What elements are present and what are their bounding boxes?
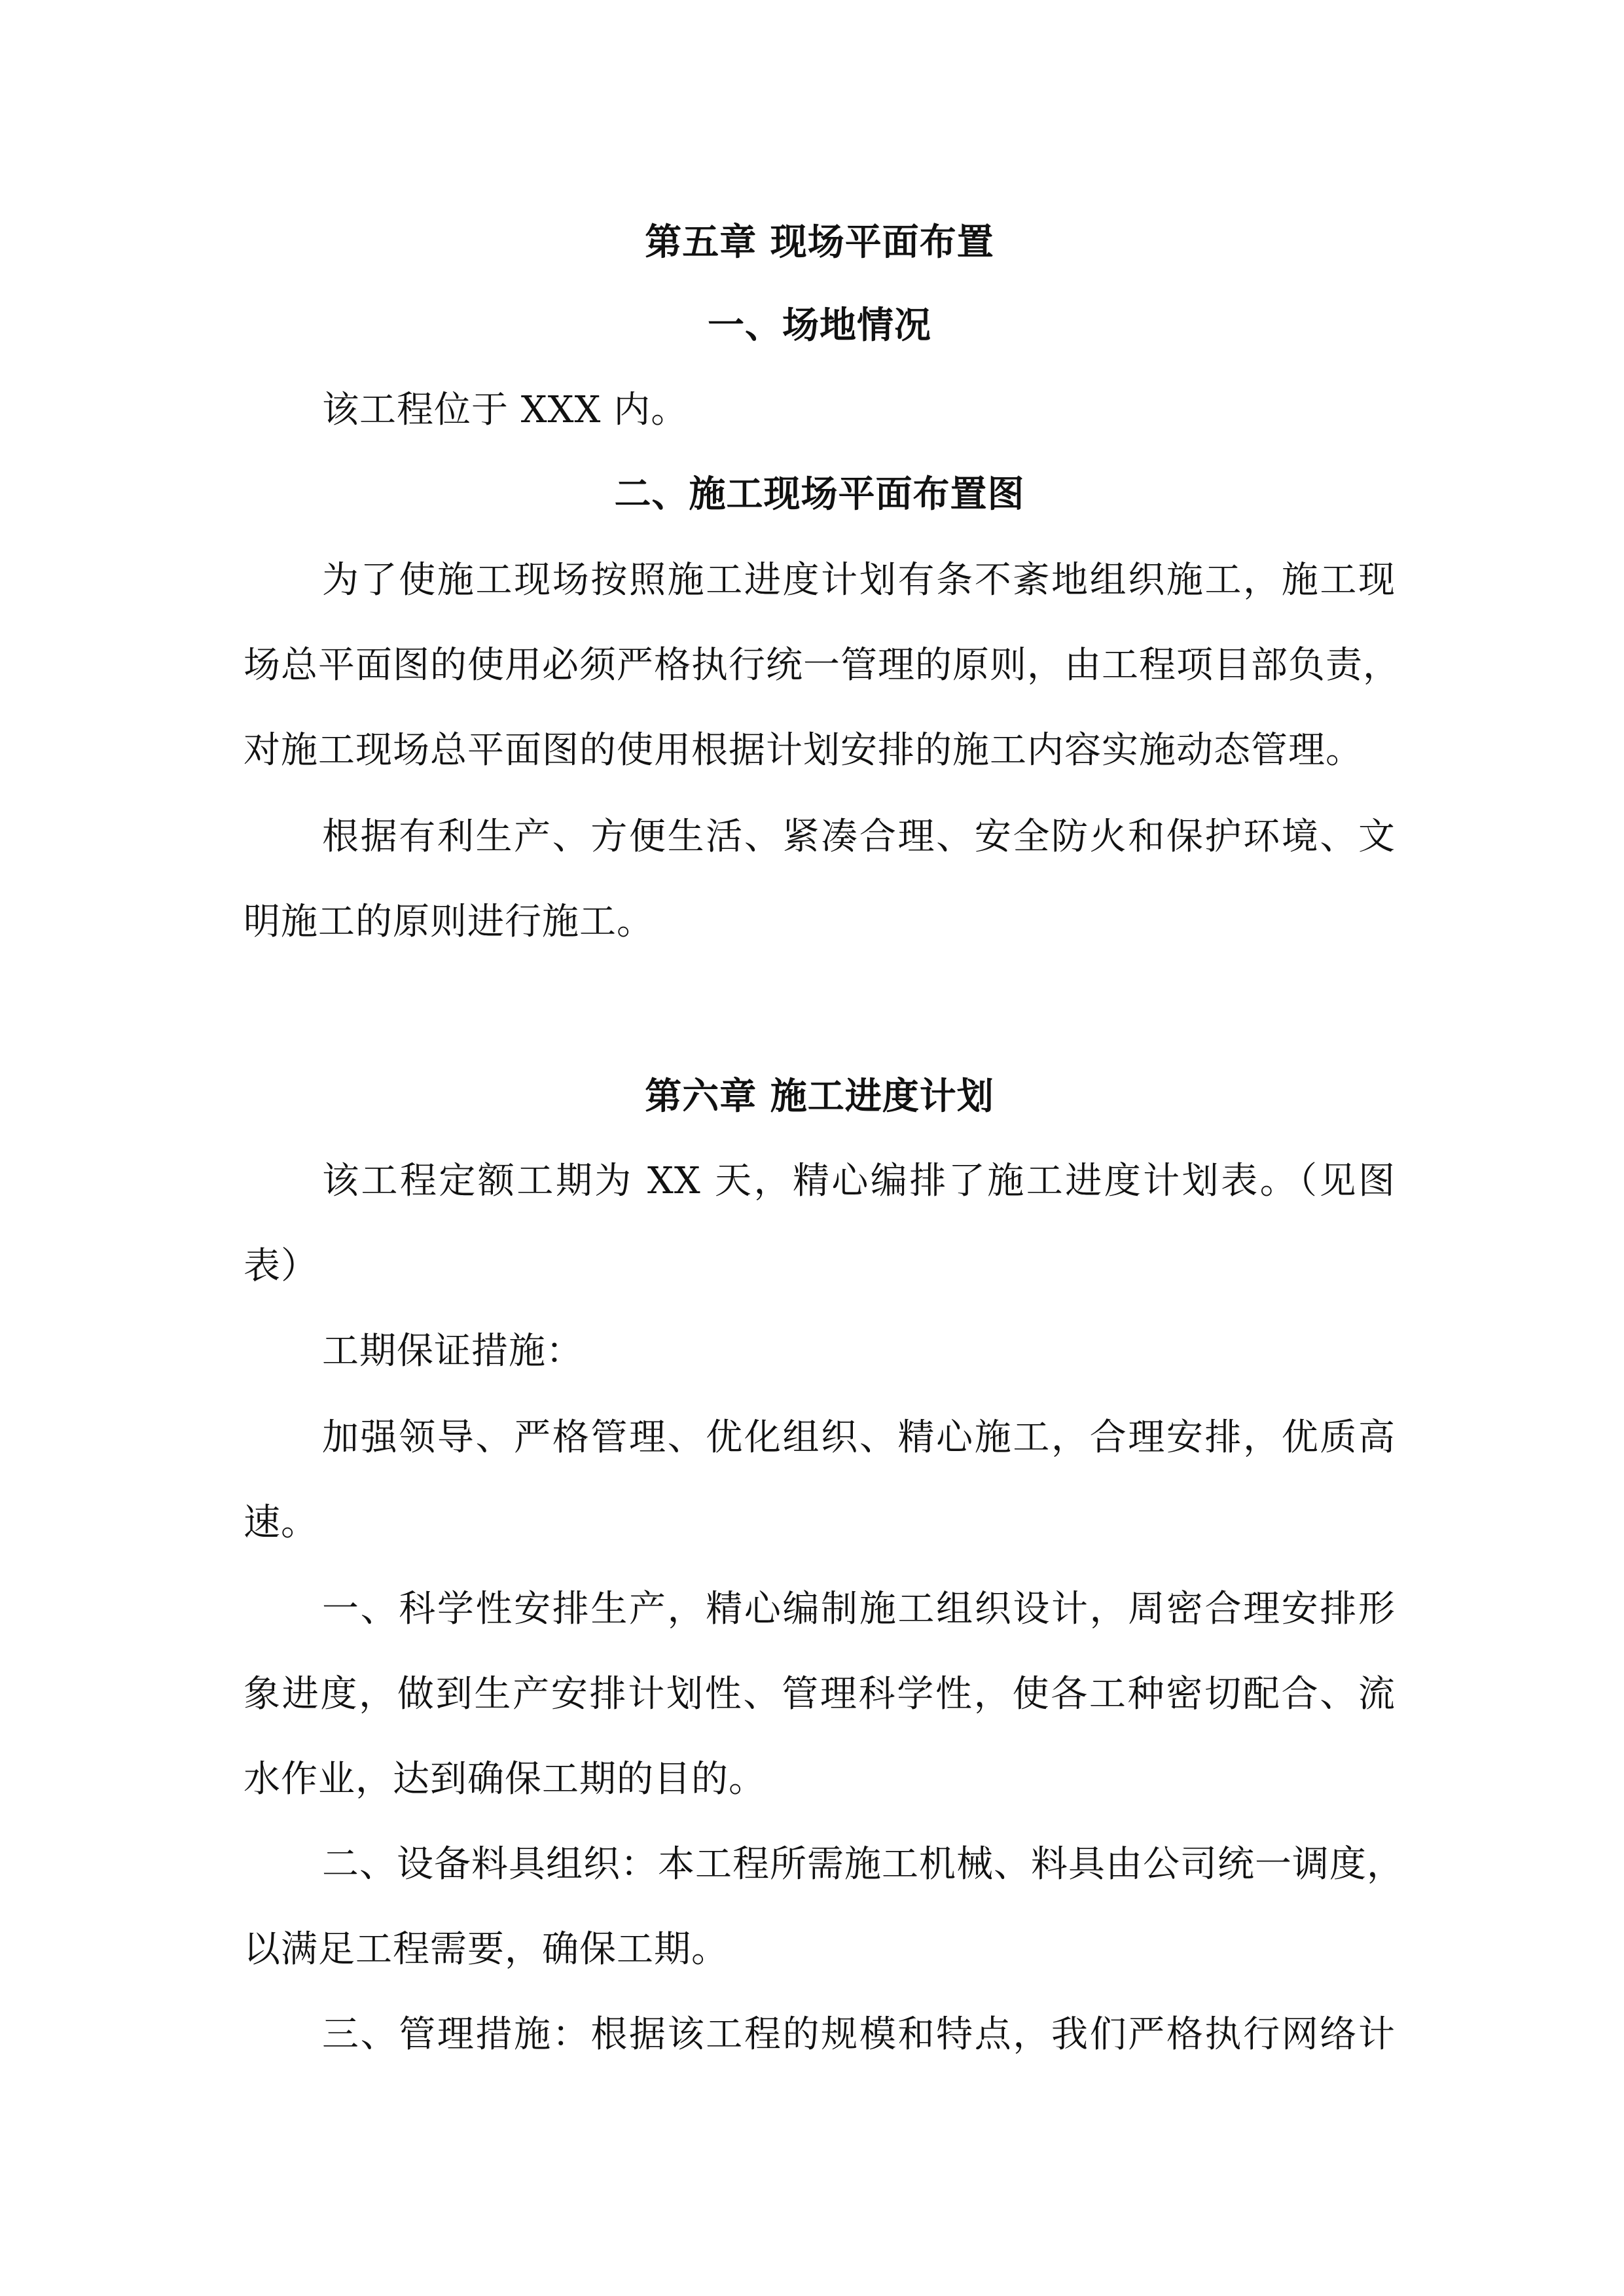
paragraph-line: 为了使施工现场按照施工进度计划有条不紊地组织施工，施工现 [322, 559, 1396, 601]
paragraph-line: 速。 [244, 1501, 318, 1544]
paragraph-line: 对施工现场总平面图的使用根据计划安排的施工内容实施动态管理。 [244, 729, 1363, 772]
paragraph-line: 二、设备料具组织：本工程所需施工机械、料具由公司统一调度， [322, 1843, 1404, 1886]
paragraph-line: 该工程定额工期为 XX 天，精心编排了施工进度计划表。（见图 [322, 1160, 1396, 1202]
paragraph-line: 加强领导、严格管理、优化组织、精心施工，合理安排，优质高 [322, 1416, 1396, 1459]
chapter-5-title: 第五章 现场平面布置 [645, 221, 994, 264]
paragraph-line: 以满足工程需要，确保工期。 [244, 1928, 729, 1971]
section-site-layout-heading: 二、施工现场平面布置图 [614, 473, 1025, 516]
section-site-conditions-heading: 一、场地情况 [708, 304, 931, 347]
paragraph-line: 明施工的原则进行施工。 [244, 901, 654, 943]
chapter-6-title: 第六章 施工进度计划 [645, 1075, 994, 1118]
paragraph-line: 表） [244, 1245, 318, 1287]
paragraph-line: 水作业，达到确保工期的目的。 [244, 1758, 766, 1801]
paragraph-line: 场总平面图的使用必须严格执行统一管理的原则，由工程项目部负责， [244, 644, 1400, 687]
paragraph-line: 象进度，做到生产安排计划性、管理科学性，使各工种密切配合、流 [244, 1673, 1396, 1715]
site-location-text: 该工程位于 XXX 内。 [322, 389, 689, 431]
schedule-guarantee-label: 工期保证措施： [322, 1330, 583, 1372]
paragraph-line: 一、科学性安排生产，精心编制施工组织设计，周密合理安排形 [322, 1588, 1396, 1630]
paragraph-line: 根据有利生产、方便生活、紧凑合理、安全防火和保护环境、文 [322, 816, 1396, 858]
paragraph-line: 三、管理措施：根据该工程的规模和特点，我们严格执行网络计 [322, 2013, 1396, 2056]
